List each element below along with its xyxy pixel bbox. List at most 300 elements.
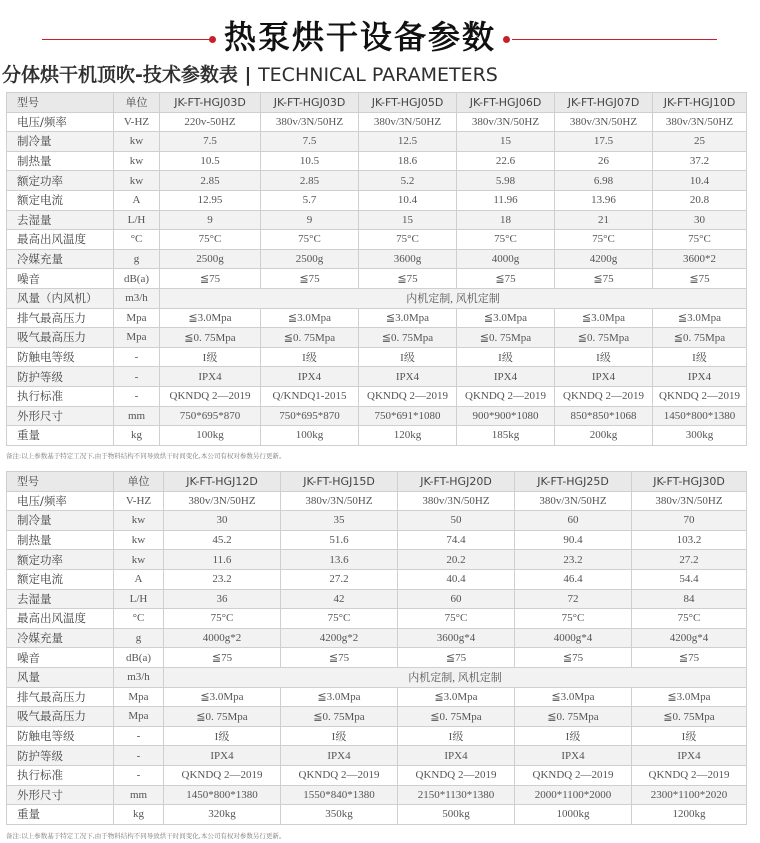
param-value: ≦3.0Mpa bbox=[164, 687, 281, 707]
param-value: ≦75 bbox=[398, 648, 515, 668]
table-2-note: 备注:以上参数基于特定工况下,由于物料结构不同导致烘干时间变化,本公司有权对参数另行更新。 bbox=[6, 832, 286, 840]
subtitle-separator: | bbox=[237, 64, 259, 86]
header-model-code: JK-FT-HGJ03D bbox=[160, 93, 261, 113]
header-dot-right bbox=[503, 36, 510, 43]
header-rule-left bbox=[42, 39, 212, 40]
param-name: 吸气最高压力 bbox=[7, 707, 114, 727]
param-value: ≦75 bbox=[359, 269, 457, 289]
param-value: 2.85 bbox=[160, 171, 261, 191]
param-value: 51.6 bbox=[281, 530, 398, 550]
param-name: 去湿量 bbox=[7, 589, 114, 609]
table-row bbox=[7, 288, 747, 308]
param-name: 制热量 bbox=[7, 530, 114, 550]
param-value: QKNDQ 2—2019 bbox=[359, 386, 457, 406]
param-name: 电压/频率 bbox=[7, 491, 114, 511]
param-value: 2500g bbox=[261, 249, 359, 269]
table-row bbox=[7, 648, 747, 668]
param-value: I级 bbox=[164, 726, 281, 746]
param-unit: L/H bbox=[114, 589, 164, 609]
param-value: 220v-50HZ bbox=[160, 112, 261, 132]
param-value: ≦75 bbox=[457, 269, 555, 289]
param-unit: kg bbox=[114, 426, 160, 446]
param-unit: °C bbox=[114, 609, 164, 629]
param-value: 13.96 bbox=[555, 190, 653, 210]
param-value: 10.5 bbox=[160, 151, 261, 171]
param-value: 6.98 bbox=[555, 171, 653, 191]
param-value: ≦75 bbox=[653, 269, 747, 289]
param-value: ≦3.0Mpa bbox=[653, 308, 747, 328]
param-value: ≦0. 75Mpa bbox=[164, 707, 281, 727]
param-unit: Mpa bbox=[114, 707, 164, 727]
param-value: ≦0. 75Mpa bbox=[359, 328, 457, 348]
param-value: ≦0. 75Mpa bbox=[457, 328, 555, 348]
param-value: I级 bbox=[398, 726, 515, 746]
param-value: 2500g bbox=[160, 249, 261, 269]
param-value: IPX4 bbox=[359, 367, 457, 387]
param-name: 重量 bbox=[7, 805, 114, 825]
param-value: 30 bbox=[164, 511, 281, 531]
param-value: QKNDQ 2—2019 bbox=[281, 765, 398, 785]
param-value: 50 bbox=[398, 511, 515, 531]
table-row bbox=[7, 530, 747, 550]
param-value: QKNDQ 2—2019 bbox=[398, 765, 515, 785]
param-value: QKNDQ 2—2019 bbox=[555, 386, 653, 406]
param-name: 防触电等级 bbox=[7, 726, 114, 746]
param-value: ≦3.0Mpa bbox=[261, 308, 359, 328]
param-value: ≦75 bbox=[555, 269, 653, 289]
param-unit: kw bbox=[114, 511, 164, 531]
param-name: 排气最高压力 bbox=[7, 308, 114, 328]
param-value: 380v/3N/50HZ bbox=[457, 112, 555, 132]
param-unit: - bbox=[114, 746, 164, 766]
spec-table-1 bbox=[6, 92, 747, 446]
table-row bbox=[7, 230, 747, 250]
param-value: 3600*2 bbox=[653, 249, 747, 269]
header-model-code: JK-FT-HGJ03D bbox=[261, 93, 359, 113]
param-value: 23.2 bbox=[515, 550, 632, 570]
param-value: 380v/3N/50HZ bbox=[653, 112, 747, 132]
param-unit: dB(a) bbox=[114, 269, 160, 289]
param-value: 75°C bbox=[164, 609, 281, 629]
param-value: 5.98 bbox=[457, 171, 555, 191]
table-row bbox=[7, 249, 747, 269]
param-unit: V-HZ bbox=[114, 491, 164, 511]
param-unit: mm bbox=[114, 406, 160, 426]
param-value: 75°C bbox=[398, 609, 515, 629]
param-name: 执行标准 bbox=[7, 765, 114, 785]
param-value: ≦0. 75Mpa bbox=[653, 328, 747, 348]
param-value: 380v/3N/50HZ bbox=[164, 491, 281, 511]
param-value: 4000g bbox=[457, 249, 555, 269]
param-name: 风量 bbox=[7, 667, 114, 687]
param-name: 额定电流 bbox=[7, 190, 114, 210]
param-value: 内机定制, 风机定制 bbox=[164, 667, 747, 687]
param-value: 2.85 bbox=[261, 171, 359, 191]
param-value: ≦75 bbox=[632, 648, 747, 668]
param-unit: L/H bbox=[114, 210, 160, 230]
param-name: 防触电等级 bbox=[7, 347, 114, 367]
param-value: 100kg bbox=[261, 426, 359, 446]
param-value: 3600g*4 bbox=[398, 628, 515, 648]
param-name: 噪音 bbox=[7, 648, 114, 668]
table-row bbox=[7, 367, 747, 387]
param-value: 21 bbox=[555, 210, 653, 230]
table-row bbox=[7, 151, 747, 171]
param-unit: Mpa bbox=[114, 328, 160, 348]
header-unit: 单位 bbox=[114, 472, 164, 492]
param-value: 1450*800*1380 bbox=[164, 785, 281, 805]
table-row bbox=[7, 785, 747, 805]
header-dot-left bbox=[209, 36, 216, 43]
param-value: 12.95 bbox=[160, 190, 261, 210]
param-value: 10.4 bbox=[359, 190, 457, 210]
param-value: ≦3.0Mpa bbox=[398, 687, 515, 707]
param-value: 2300*1100*2020 bbox=[632, 785, 747, 805]
param-value: 380v/3N/50HZ bbox=[632, 491, 747, 511]
param-value: 17.5 bbox=[555, 132, 653, 152]
param-name: 最高出风温度 bbox=[7, 230, 114, 250]
param-value: ≦3.0Mpa bbox=[281, 687, 398, 707]
param-value: 500kg bbox=[398, 805, 515, 825]
param-value: Q/KNDQ1-2015 bbox=[261, 386, 359, 406]
param-value: ≦75 bbox=[261, 269, 359, 289]
param-value: 37.2 bbox=[653, 151, 747, 171]
table-row bbox=[7, 328, 747, 348]
param-value: ≦0. 75Mpa bbox=[398, 707, 515, 727]
param-name: 冷媒充量 bbox=[7, 249, 114, 269]
param-name: 噪音 bbox=[7, 269, 114, 289]
param-value: ≦0. 75Mpa bbox=[515, 707, 632, 727]
param-unit: m3/h bbox=[114, 667, 164, 687]
param-value: QKNDQ 2—2019 bbox=[632, 765, 747, 785]
param-name: 去湿量 bbox=[7, 210, 114, 230]
table-row bbox=[7, 386, 747, 406]
param-name: 额定功率 bbox=[7, 550, 114, 570]
param-value: IPX4 bbox=[457, 367, 555, 387]
param-unit: V-HZ bbox=[114, 112, 160, 132]
spec-table-2 bbox=[6, 471, 747, 825]
table-row bbox=[7, 707, 747, 727]
param-value: ≦75 bbox=[160, 269, 261, 289]
param-value: 7.5 bbox=[261, 132, 359, 152]
subtitle-en: TECHNICAL PARAMETERS bbox=[258, 64, 498, 86]
param-value: 380v/3N/50HZ bbox=[261, 112, 359, 132]
param-value: 75°C bbox=[457, 230, 555, 250]
table-row bbox=[7, 406, 747, 426]
table-row bbox=[7, 569, 747, 589]
param-value: 75°C bbox=[555, 230, 653, 250]
param-value: ≦0. 75Mpa bbox=[555, 328, 653, 348]
param-value: 100kg bbox=[160, 426, 261, 446]
table-row bbox=[7, 171, 747, 191]
param-value: 1000kg bbox=[515, 805, 632, 825]
param-value: 75°C bbox=[632, 609, 747, 629]
header-model-code: JK-FT-HGJ05D bbox=[359, 93, 457, 113]
param-value: 72 bbox=[515, 589, 632, 609]
param-value: 12.5 bbox=[359, 132, 457, 152]
table-row bbox=[7, 687, 747, 707]
header-model-code: JK-FT-HGJ25D bbox=[515, 472, 632, 492]
param-value: 75°C bbox=[261, 230, 359, 250]
param-value: I级 bbox=[632, 726, 747, 746]
param-name: 风量（内风机） bbox=[7, 288, 114, 308]
table-row bbox=[7, 269, 747, 289]
param-value: 4200g*2 bbox=[281, 628, 398, 648]
param-value: ≦3.0Mpa bbox=[515, 687, 632, 707]
param-value: I级 bbox=[359, 347, 457, 367]
param-value: I级 bbox=[515, 726, 632, 746]
param-value: IPX4 bbox=[164, 746, 281, 766]
param-value: 35 bbox=[281, 511, 398, 531]
param-unit: kw bbox=[114, 132, 160, 152]
param-name: 排气最高压力 bbox=[7, 687, 114, 707]
param-value: 20.8 bbox=[653, 190, 747, 210]
param-unit: Mpa bbox=[114, 308, 160, 328]
param-value: ≦0. 75Mpa bbox=[160, 328, 261, 348]
table-row bbox=[7, 805, 747, 825]
table-row bbox=[7, 426, 747, 446]
table-1-note: 备注:以上参数基于特定工况下,由于物料结构不同导致烘干时间变化,本公司有权对参数另行更新。 bbox=[6, 452, 286, 460]
param-value: 1450*800*1380 bbox=[653, 406, 747, 426]
param-unit: kw bbox=[114, 151, 160, 171]
param-value: ≦3.0Mpa bbox=[457, 308, 555, 328]
param-unit: °C bbox=[114, 230, 160, 250]
param-value: 185kg bbox=[457, 426, 555, 446]
param-unit: - bbox=[114, 347, 160, 367]
param-value: 3600g bbox=[359, 249, 457, 269]
table-row bbox=[7, 308, 747, 328]
table-row bbox=[7, 667, 747, 687]
param-unit: kw bbox=[114, 530, 164, 550]
page-header bbox=[0, 0, 760, 60]
param-value: 750*691*1080 bbox=[359, 406, 457, 426]
param-value: 900*900*1080 bbox=[457, 406, 555, 426]
param-value: 380v/3N/50HZ bbox=[281, 491, 398, 511]
param-value: ≦0. 75Mpa bbox=[261, 328, 359, 348]
param-value: 120kg bbox=[359, 426, 457, 446]
table-row bbox=[7, 132, 747, 152]
param-value: ≦75 bbox=[164, 648, 281, 668]
param-value: 750*695*870 bbox=[261, 406, 359, 426]
param-name: 制冷量 bbox=[7, 511, 114, 531]
param-name: 吸气最高压力 bbox=[7, 328, 114, 348]
table-row bbox=[7, 550, 747, 570]
param-value: 1550*840*1380 bbox=[281, 785, 398, 805]
param-value: 30 bbox=[653, 210, 747, 230]
param-value: 7.5 bbox=[160, 132, 261, 152]
param-value: 27.2 bbox=[281, 569, 398, 589]
param-value: I级 bbox=[281, 726, 398, 746]
table-row bbox=[7, 746, 747, 766]
header-model: 型号 bbox=[7, 93, 114, 113]
param-value: QKNDQ 2—2019 bbox=[457, 386, 555, 406]
param-value: 46.4 bbox=[515, 569, 632, 589]
param-value: ≦0. 75Mpa bbox=[281, 707, 398, 727]
param-value: 2150*1130*1380 bbox=[398, 785, 515, 805]
param-value: 2000*1100*2000 bbox=[515, 785, 632, 805]
param-name: 防护等级 bbox=[7, 746, 114, 766]
param-unit: - bbox=[114, 726, 164, 746]
param-name: 防护等级 bbox=[7, 367, 114, 387]
param-value: 75°C bbox=[281, 609, 398, 629]
param-value: 70 bbox=[632, 511, 747, 531]
param-value: QKNDQ 2—2019 bbox=[653, 386, 747, 406]
param-unit: - bbox=[114, 765, 164, 785]
param-value: 54.4 bbox=[632, 569, 747, 589]
param-value: 75°C bbox=[160, 230, 261, 250]
table-row bbox=[7, 511, 747, 531]
header-model: 型号 bbox=[7, 472, 114, 492]
param-value: 26 bbox=[555, 151, 653, 171]
param-value: 90.4 bbox=[515, 530, 632, 550]
param-value: 9 bbox=[160, 210, 261, 230]
param-value: 75°C bbox=[359, 230, 457, 250]
param-value: 15 bbox=[359, 210, 457, 230]
param-unit: - bbox=[114, 386, 160, 406]
table-row bbox=[7, 726, 747, 746]
param-value: 75°C bbox=[515, 609, 632, 629]
header-model-code: JK-FT-HGJ30D bbox=[632, 472, 747, 492]
param-value: 4200g*4 bbox=[632, 628, 747, 648]
param-value: IPX4 bbox=[632, 746, 747, 766]
param-value: 5.7 bbox=[261, 190, 359, 210]
param-unit: A bbox=[114, 190, 160, 210]
param-name: 额定功率 bbox=[7, 171, 114, 191]
param-name: 最高出风温度 bbox=[7, 609, 114, 629]
param-value: 4000g*4 bbox=[515, 628, 632, 648]
param-value: ≦75 bbox=[281, 648, 398, 668]
param-name: 执行标准 bbox=[7, 386, 114, 406]
param-unit: m3/h bbox=[114, 288, 160, 308]
table-row bbox=[7, 609, 747, 629]
param-name: 重量 bbox=[7, 426, 114, 446]
param-value: 380v/3N/50HZ bbox=[515, 491, 632, 511]
param-value: ≦3.0Mpa bbox=[359, 308, 457, 328]
param-value: 4000g*2 bbox=[164, 628, 281, 648]
param-value: IPX4 bbox=[398, 746, 515, 766]
param-value: I级 bbox=[653, 347, 747, 367]
param-value: IPX4 bbox=[555, 367, 653, 387]
param-value: 84 bbox=[632, 589, 747, 609]
param-value: 10.5 bbox=[261, 151, 359, 171]
param-value: IPX4 bbox=[261, 367, 359, 387]
param-value: 200kg bbox=[555, 426, 653, 446]
param-value: 74.4 bbox=[398, 530, 515, 550]
param-value: 18.6 bbox=[359, 151, 457, 171]
param-value: 350kg bbox=[281, 805, 398, 825]
param-value: 320kg bbox=[164, 805, 281, 825]
table-row bbox=[7, 765, 747, 785]
param-unit: dB(a) bbox=[114, 648, 164, 668]
param-unit: - bbox=[114, 367, 160, 387]
param-name: 冷媒充量 bbox=[7, 628, 114, 648]
table-row bbox=[7, 190, 747, 210]
param-value: 36 bbox=[164, 589, 281, 609]
param-unit: g bbox=[114, 249, 160, 269]
param-unit: A bbox=[114, 569, 164, 589]
param-name: 制冷量 bbox=[7, 132, 114, 152]
header-model-code: JK-FT-HGJ20D bbox=[398, 472, 515, 492]
param-unit: kw bbox=[114, 550, 164, 570]
param-value: QKNDQ 2—2019 bbox=[164, 765, 281, 785]
param-value: 20.2 bbox=[398, 550, 515, 570]
param-value: 380v/3N/50HZ bbox=[555, 112, 653, 132]
param-value: ≦75 bbox=[515, 648, 632, 668]
param-value: 13.6 bbox=[281, 550, 398, 570]
param-value: IPX4 bbox=[515, 746, 632, 766]
param-value: 103.2 bbox=[632, 530, 747, 550]
param-value: 23.2 bbox=[164, 569, 281, 589]
param-value: 40.4 bbox=[398, 569, 515, 589]
param-unit: g bbox=[114, 628, 164, 648]
table2-header-row bbox=[7, 472, 747, 492]
param-unit: kg bbox=[114, 805, 164, 825]
param-value: 750*695*870 bbox=[160, 406, 261, 426]
param-value: QKNDQ 2—2019 bbox=[515, 765, 632, 785]
header-model-code: JK-FT-HGJ10D bbox=[653, 93, 747, 113]
param-value: QKNDQ 2—2019 bbox=[160, 386, 261, 406]
table-row bbox=[7, 210, 747, 230]
header-rule-right bbox=[512, 39, 717, 40]
param-value: 380v/3N/50HZ bbox=[359, 112, 457, 132]
table-row bbox=[7, 491, 747, 511]
param-value: 60 bbox=[398, 589, 515, 609]
param-value: 75°C bbox=[653, 230, 747, 250]
param-value: 25 bbox=[653, 132, 747, 152]
header-model-code: JK-FT-HGJ12D bbox=[164, 472, 281, 492]
subtitle-cn: 分体烘干机顶吹-技术参数表 bbox=[2, 64, 238, 86]
param-name: 电压/频率 bbox=[7, 112, 114, 132]
param-value: 11.96 bbox=[457, 190, 555, 210]
param-value: 11.6 bbox=[164, 550, 281, 570]
page-title: 热泵烘干设备参数 bbox=[223, 18, 496, 56]
param-value: 10.4 bbox=[653, 171, 747, 191]
param-value: 5.2 bbox=[359, 171, 457, 191]
param-value: IPX4 bbox=[281, 746, 398, 766]
param-value: 45.2 bbox=[164, 530, 281, 550]
section-subtitle bbox=[2, 62, 498, 88]
header-model-code: JK-FT-HGJ06D bbox=[457, 93, 555, 113]
table-row bbox=[7, 347, 747, 367]
param-name: 制热量 bbox=[7, 151, 114, 171]
param-value: 380v/3N/50HZ bbox=[398, 491, 515, 511]
param-value: 4200g bbox=[555, 249, 653, 269]
param-value: I级 bbox=[261, 347, 359, 367]
table-row bbox=[7, 628, 747, 648]
param-value: ≦3.0Mpa bbox=[160, 308, 261, 328]
param-value: I级 bbox=[555, 347, 653, 367]
param-name: 外形尺寸 bbox=[7, 406, 114, 426]
param-value: 1200kg bbox=[632, 805, 747, 825]
param-name: 外形尺寸 bbox=[7, 785, 114, 805]
param-value: ≦3.0Mpa bbox=[555, 308, 653, 328]
header-model-code: JK-FT-HGJ15D bbox=[281, 472, 398, 492]
table-row bbox=[7, 112, 747, 132]
param-value: I级 bbox=[160, 347, 261, 367]
param-value: 27.2 bbox=[632, 550, 747, 570]
param-value: 300kg bbox=[653, 426, 747, 446]
header-model-code: JK-FT-HGJ07D bbox=[555, 93, 653, 113]
table1-header-row bbox=[7, 93, 747, 113]
param-unit: kw bbox=[114, 171, 160, 191]
param-value: 18 bbox=[457, 210, 555, 230]
param-value: 内机定制, 风机定制 bbox=[160, 288, 747, 308]
param-value: ≦0. 75Mpa bbox=[632, 707, 747, 727]
param-value: 22.6 bbox=[457, 151, 555, 171]
param-unit: mm bbox=[114, 785, 164, 805]
param-unit: Mpa bbox=[114, 687, 164, 707]
param-value: 42 bbox=[281, 589, 398, 609]
